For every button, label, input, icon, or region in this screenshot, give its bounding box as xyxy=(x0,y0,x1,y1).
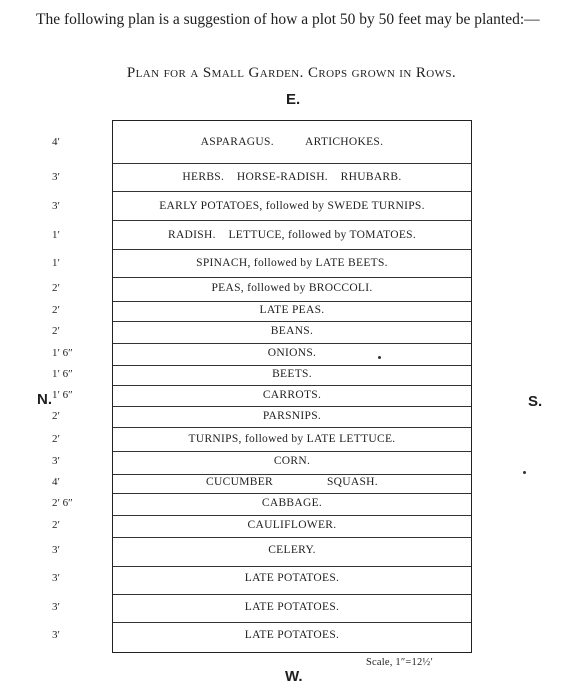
row-divider xyxy=(113,427,471,428)
row-width-label: 3′ xyxy=(52,171,60,183)
row-divider xyxy=(113,301,471,302)
row-width-label: 3′ xyxy=(52,200,60,212)
row-divider xyxy=(113,277,471,278)
row-divider xyxy=(113,191,471,192)
row-crop-label: LATE POTATOES. xyxy=(244,572,340,584)
compass-east-label: E. xyxy=(286,91,301,108)
row-divider xyxy=(113,515,471,516)
row-crop-label: CORN. xyxy=(273,455,311,467)
ink-speck xyxy=(378,356,381,359)
row-width-label: 3′ xyxy=(52,544,60,556)
row-crop-label: ASPARAGUS. ARTICHOKES. xyxy=(200,136,384,148)
row-width-label: 4′ xyxy=(52,476,60,488)
row-divider xyxy=(113,622,471,623)
row-crop-label: HERBS. HORSE-RADISH. RHUBARB. xyxy=(182,171,402,183)
row-divider xyxy=(113,343,471,344)
row-crop-label: BEETS. xyxy=(272,368,312,380)
compass-north-label: N. xyxy=(37,391,52,408)
row-width-label: 1′ xyxy=(52,257,60,269)
row-width-label: 1′ 6″ xyxy=(52,347,73,359)
row-divider xyxy=(113,594,471,595)
row-crop-label: BEANS. xyxy=(270,325,314,337)
row-divider xyxy=(113,385,471,386)
plan-title: Plan for a Small Garden. Crops grown in Rows. xyxy=(126,65,457,81)
intro-paragraph: The following plan is a suggestion of how a plot 50 by 50 feet may be planted:— xyxy=(36,11,540,28)
row-crop-label: CARROTS. xyxy=(262,389,322,401)
row-width-label: 2′ 6″ xyxy=(52,497,73,509)
row-width-label: 3′ xyxy=(52,601,60,613)
row-width-label: 3′ xyxy=(52,572,60,584)
row-divider xyxy=(113,566,471,567)
compass-west-label: W. xyxy=(285,668,303,685)
scale-note: Scale, 1″=12½′ xyxy=(366,657,434,668)
compass-south-label: S. xyxy=(528,393,543,410)
row-width-label: 1′ 6″ xyxy=(52,368,73,380)
row-divider xyxy=(113,321,471,322)
row-crop-label: SPINACH, followed by LATE BEETS. xyxy=(196,257,388,269)
row-divider xyxy=(113,451,471,452)
row-divider xyxy=(113,493,471,494)
row-crop-label: TURNIPS, followed by LATE LETTUCE. xyxy=(188,433,396,445)
row-divider xyxy=(113,163,471,164)
row-crop-label: CELERY. xyxy=(268,544,316,556)
row-crop-label: EARLY POTATOES, followed by SWEDE TURNIPS. xyxy=(159,200,425,212)
row-crop-label: CAULIFLOWER. xyxy=(247,519,337,531)
row-divider xyxy=(113,406,471,407)
row-divider xyxy=(113,249,471,250)
row-width-label: 2′ xyxy=(52,325,60,337)
row-width-label: 2′ xyxy=(52,304,60,316)
row-width-label: 2′ xyxy=(52,410,60,422)
row-width-label: 1′ 6″ xyxy=(52,389,73,401)
row-width-label: 3′ xyxy=(52,455,60,467)
row-crop-label: ONIONS. xyxy=(267,347,317,359)
row-crop-label: PARSNIPS. xyxy=(262,410,322,422)
row-crop-label: LATE POTATOES. xyxy=(244,629,340,641)
row-divider xyxy=(113,365,471,366)
row-crop-label: RADISH. LETTUCE, followed by TOMATOES. xyxy=(167,229,417,241)
row-width-label: 4′ xyxy=(52,136,60,148)
row-width-label: 2′ xyxy=(52,433,60,445)
row-crop-label: CABBAGE. xyxy=(261,497,323,509)
row-divider xyxy=(113,537,471,538)
row-width-label: 3′ xyxy=(52,629,60,641)
row-crop-label: LATE PEAS. xyxy=(259,304,325,316)
row-width-label: 2′ xyxy=(52,519,60,531)
row-width-label: 1′ xyxy=(52,229,60,241)
row-divider xyxy=(113,220,471,221)
row-crop-label: PEAS, followed by BROCCOLI. xyxy=(211,282,373,294)
row-crop-label: CUCUMBER SQUASH. xyxy=(206,476,378,488)
row-width-label: 2′ xyxy=(52,282,60,294)
ink-speck xyxy=(523,471,526,474)
row-crop-label: LATE POTATOES. xyxy=(244,601,340,613)
